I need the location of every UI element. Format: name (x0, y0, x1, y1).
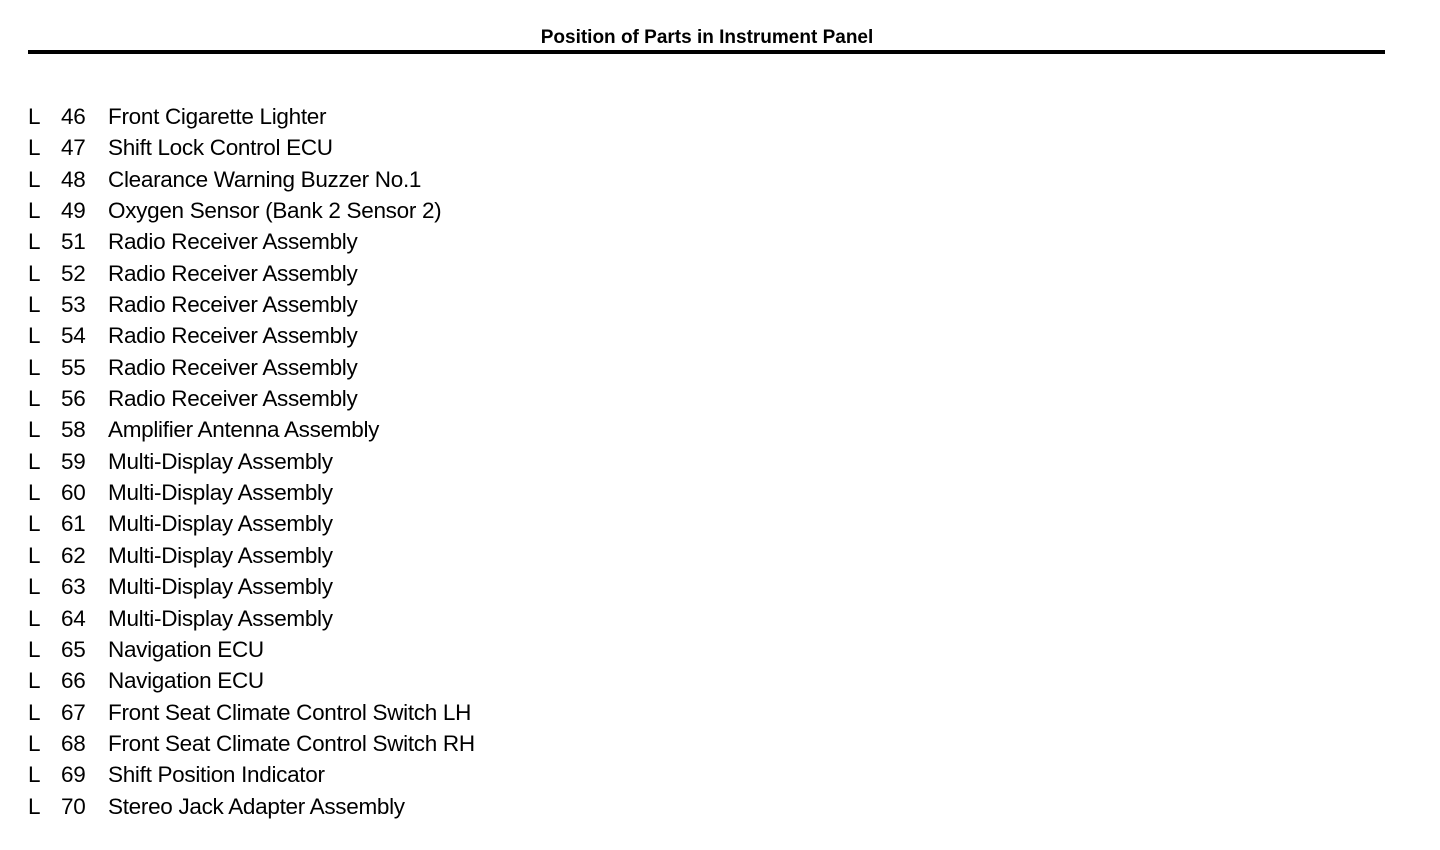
part-location: L (28, 762, 41, 788)
part-location: L (28, 386, 41, 412)
part-location: L (28, 542, 41, 568)
part-name: Navigation ECU (108, 636, 264, 662)
title-divider (28, 50, 1385, 54)
part-location: L (28, 668, 41, 694)
part-name: Multi-Display Assembly (108, 448, 333, 474)
part-code: 64 (61, 605, 86, 631)
part-name: Front Seat Climate Control Switch RH (108, 730, 475, 756)
part-name: Stereo Jack Adapter Assembly (108, 793, 405, 819)
part-code: 61 (61, 511, 86, 537)
part-name: Front Cigarette Lighter (108, 104, 327, 129)
part-name: Radio Receiver Assembly (108, 292, 358, 318)
part-location: L (28, 793, 41, 819)
part-location: L (28, 699, 41, 725)
part-location: L (28, 354, 41, 380)
part-code: 60 (61, 480, 86, 506)
part-code: 63 (61, 574, 86, 600)
part-location: L (28, 229, 41, 255)
part-location: L (28, 323, 41, 349)
part-name: Radio Receiver Assembly (108, 260, 358, 286)
page-title: Position of Parts in Instrument Panel (540, 27, 874, 48)
part-name: Clearance Warning Buzzer No.1 (108, 166, 422, 192)
part-location: L (28, 166, 41, 192)
part-location: L (28, 417, 41, 443)
part-code: 66 (61, 668, 86, 694)
part-location: L (28, 574, 41, 600)
part-location: L (28, 448, 41, 474)
part-location: L (28, 605, 41, 631)
part-code: 59 (61, 448, 86, 474)
part-code: 53 (61, 292, 86, 318)
part-location: L (28, 135, 41, 161)
part-name: Radio Receiver Assembly (108, 386, 358, 412)
part-name: Shift Position Indicator (108, 762, 325, 788)
part-name: Radio Receiver Assembly (108, 229, 358, 255)
part-name: Radio Receiver Assembly (108, 354, 358, 380)
part-location: L (28, 730, 41, 756)
part-location: L (28, 260, 41, 286)
part-code: 52 (61, 260, 86, 286)
part-name: Oxygen Sensor (Bank 2 Sensor 2) (108, 198, 442, 224)
part-name: Multi-Display Assembly (108, 574, 333, 600)
part-code: 47 (61, 135, 86, 161)
part-name: Shift Lock Control ECU (108, 135, 333, 161)
part-code: 58 (61, 417, 86, 443)
part-location: L (28, 480, 41, 506)
part-name: Multi-Display Assembly (108, 480, 333, 506)
part-name: Multi-Display Assembly (108, 542, 333, 568)
part-code: 48 (61, 166, 86, 192)
part-name: Amplifier Antenna Assembly (108, 417, 380, 443)
part-name: Navigation ECU (108, 668, 264, 694)
part-code: 56 (61, 386, 86, 412)
part-code: 70 (61, 793, 86, 819)
part-name: Radio Receiver Assembly (108, 323, 358, 349)
part-code: 51 (61, 229, 86, 255)
part-code: 46 (61, 104, 86, 129)
part-code: 68 (61, 730, 86, 756)
part-code: 67 (61, 699, 86, 725)
part-code: 55 (61, 354, 86, 380)
part-code: 62 (61, 542, 86, 568)
part-location: L (28, 104, 41, 129)
part-location: L (28, 636, 41, 662)
part-code: 49 (61, 198, 86, 224)
part-location: L (28, 511, 41, 537)
part-location: L (28, 198, 41, 224)
part-location: L (28, 292, 41, 318)
part-code: 54 (61, 323, 86, 349)
part-code: 65 (61, 636, 86, 662)
part-name: Multi-Display Assembly (108, 605, 333, 631)
part-name: Multi-Display Assembly (108, 511, 333, 537)
part-name: Front Seat Climate Control Switch LH (108, 699, 472, 725)
part-code: 69 (61, 762, 86, 788)
